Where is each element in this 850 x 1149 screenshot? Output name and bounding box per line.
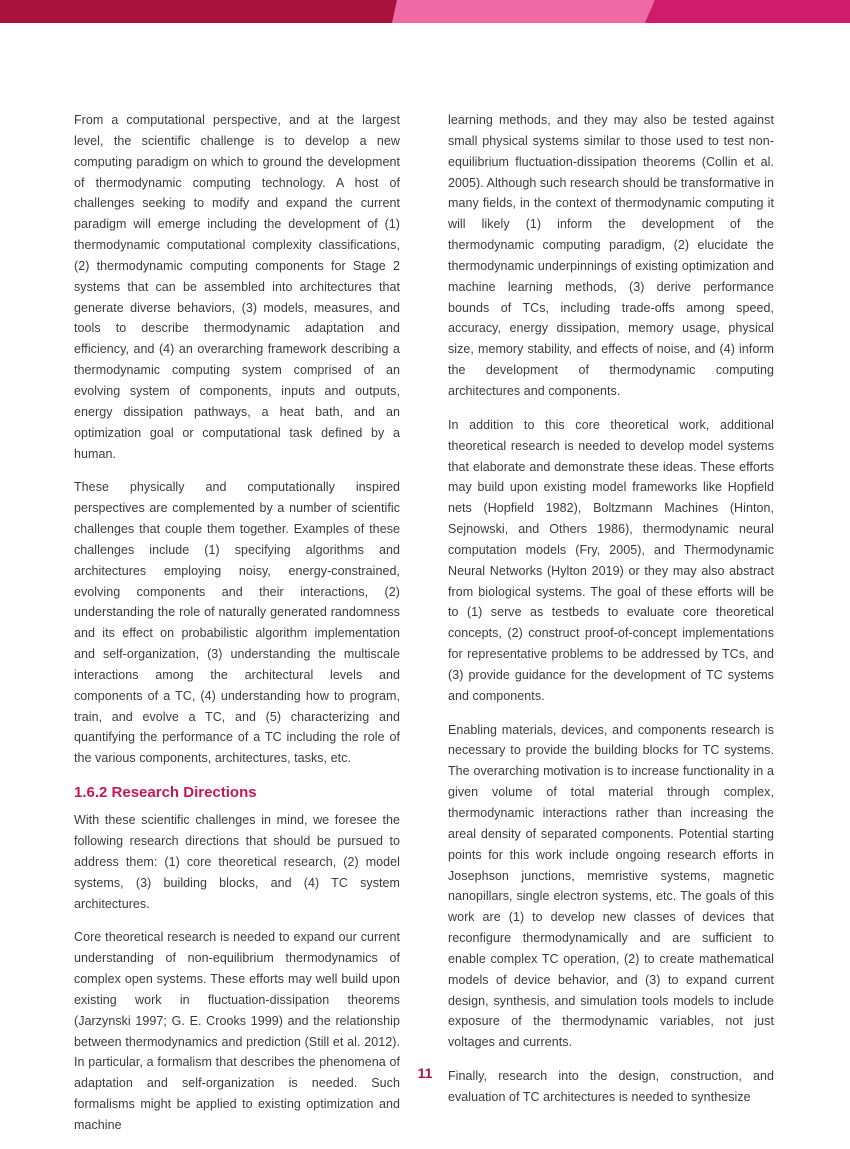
paragraph: Core theoretical research is needed to expand our current understanding of non-equilibrium thermodynamics of complex open systems. These efforts may well build upon existing work in fluctuation-dissipation theorems (Jarzynski 1997; G. E. Crooks 1999) and the relationship between thermodynamics and prediction (Still et al. 2012). In particular, a formalism that describes the phenomena of adaptation and self-organization is needed. Such formalisms might be applied to existing optimization and machine xyxy=(74,930,400,1132)
paragraph: These physically and computationally inspired perspectives are complemented by a number of scientific challenges that couple them together. Examples of these challenges include (1) specifying algorithms and architectures employing noisy, energy-constrained, evolving components and their interactions, (2) understanding the role of naturally generated randomness and its effect on probabilistic algorithm implementation and self-organization, (3) understanding the multiscale interactions among the architectural levels and components of a TC, (4) understanding how to program, train, and evolve a TC, and (5) characterizing and quantifying the performance of a TC including the role of the various components, architectures, tasks, etc. xyxy=(74,480,400,766)
paragraph: learning methods, and they may also be tested against small physical systems similar to those used to test non-equilibrium fluctuation-dissipation theorems (Collin et al. 2005). Although such research should be transformative in many fields, in the context of thermodynamic computing it will likely (1) inform the development of the thermodynamic computing paradigm, (2) elucidate the thermodynamic underpinnings of existing optimization and machine learning methods, (3) derive performance bounds of TCs, including trade-offs among speed, accuracy, energy dissipation, memory usage, physical size, memory stability, and effects of noise, and (4) inform the development of thermodynamic computing architectures and components. xyxy=(448,113,774,398)
paragraph: Finally, research into the design, construction, and evaluation of TC architectures is needed to synthesize xyxy=(448,1069,774,1104)
header-banner xyxy=(0,0,850,23)
page-number: 11 xyxy=(417,1065,433,1081)
paragraph: With these scientific challenges in mind, we foresee the following research directions that should be pursued to address them: (1) core theoretical research, (2) model systems, (3) building blocks, and (4) TC system architectures. xyxy=(74,813,400,911)
paragraph: In addition to this core theoretical work, additional theoretical research is needed to develop model systems that elaborate and demonstrate these ideas. These efforts may build upon existing model frameworks like Hopfield nets (Hopfield 1982), Boltzmann Machines (Hinton, Sejnowski, and Others 1986), thermodynamic neural computation models (Fry, 2005), and Thermodynamic Neural Networks (Hylton 2019) or they may also abstract from biological systems. The goal of these efforts will be to (1) serve as testbeds to evaluate core theoretical concepts, (2) construct proof-of-concept implementations for representative problems to be addressed by TCs, and (3) provide guidance for the development of TC systems and components. xyxy=(448,417,774,703)
paragraph: From a computational perspective, and at the largest level, the scientific challenge is to develop a new computing paradigm on which to ground the development of thermodynamic computing technology. A host of challenges seeking to modify and expand the current paradigm will emerge including the development of (1) thermodynamic computational complexity classifications, (2) thermodynamic computing components for Stage 2 systems that can be assembled into architectures that generate diverse behaviors, (3) models, measures, and tools to describe thermodynamic adaptation and efficiency, and (4) an overarching framework describing a thermodynamic computing system comprised of an evolving system of components, inputs and outputs, energy dissipation pathways, a heat bath, and an optimization goal or computational task defined by a human. xyxy=(74,113,400,461)
paragraph: Enabling materials, devices, and components research is necessary to provide the building blocks for TC systems. The overarching motivation is to increase functionality in a given volume of total material through complex, thermodynamic interactions rather than increasing the areal density of separated components. Potential starting points for this work include ongoing research efforts in Josephson junctions, memristive systems, magnetic nanopillars, single electron systems, etc. The goals of this work are (1) to develop new classes of devices that reconfigure thermodynamically and are sufficient to enable complex TC operation, (2) to create mathematical models of device behavior, and (3) to expand current design, synthesis, and simulation tools models to include exposure of the thermodynamic variables, not just voltages and currents. xyxy=(448,722,774,1050)
section-heading: 1.6.2 Research Directions xyxy=(74,784,257,802)
banner-band-magenta xyxy=(645,0,850,23)
right-column xyxy=(448,110,774,1121)
left-column xyxy=(74,110,400,1149)
banner-band-pink xyxy=(392,0,655,23)
